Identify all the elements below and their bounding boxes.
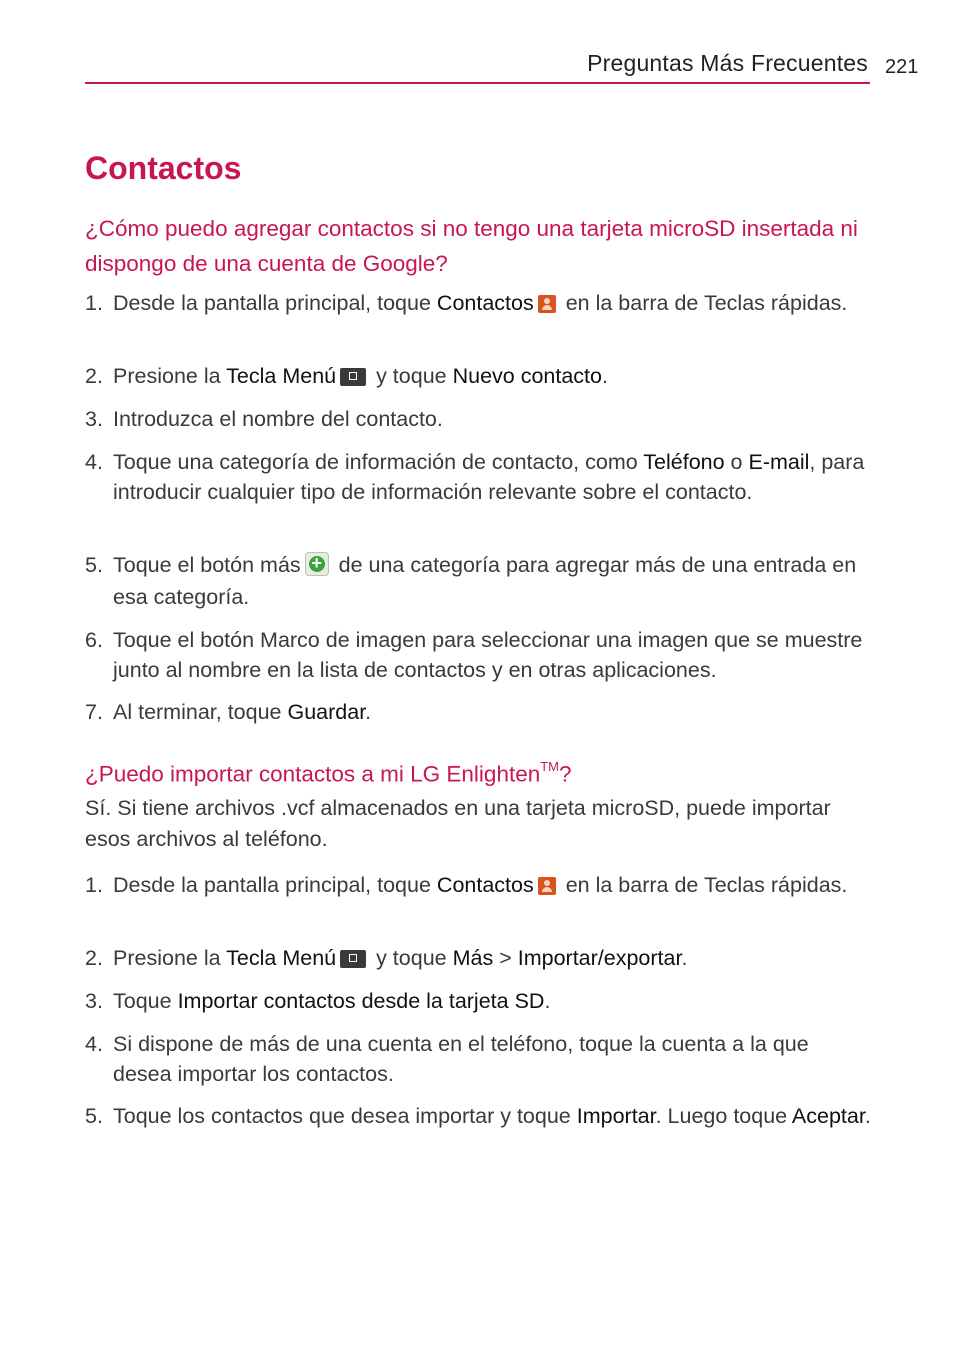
step-number: 6. — [85, 628, 103, 652]
bold-term: Tecla Menú — [226, 364, 337, 388]
bold-term: Importar/exportar — [517, 946, 682, 970]
bold-term: Importar contactos desde la tarjeta SD — [177, 989, 545, 1013]
bold-term: Contactos — [436, 873, 534, 897]
bold-term: E-mail — [748, 450, 810, 474]
question-import-contacts: ¿Puedo importar contactos a mi LG Enlighten™? — [85, 759, 572, 787]
step-number: 2. — [85, 946, 103, 970]
contacts-icon — [538, 877, 556, 895]
bold-term: Contactos — [436, 291, 534, 315]
question-add-contacts: ¿Cómo puedo agregar contactos si no tengo una tarjeta microSD insertada ni dispongo de una cuenta de Google? — [85, 216, 858, 276]
page-header — [85, 50, 870, 84]
step-number: 4. — [85, 1032, 103, 1056]
step-number: 4. — [85, 450, 103, 474]
bold-term: Tecla Menú — [226, 946, 337, 970]
step-number: 3. — [85, 407, 103, 431]
step-number: 1. — [85, 291, 103, 315]
page-title: Contactos — [85, 150, 242, 186]
add-plus-icon — [305, 552, 329, 576]
step-number: 1. — [85, 873, 103, 897]
step-number: 2. — [85, 364, 103, 388]
contacts-icon — [538, 295, 556, 313]
bold-term: Guardar — [287, 700, 366, 724]
step-number: 5. — [85, 1104, 103, 1128]
page-number: 221 — [885, 56, 919, 78]
menu-key-icon — [340, 950, 366, 968]
bold-term: Nuevo contacto — [452, 364, 602, 388]
step-number: 7. — [85, 700, 103, 724]
bold-term: Más — [452, 946, 494, 970]
step-number: 3. — [85, 989, 103, 1013]
import-intro: Sí. Si tiene archivos .vcf almacenados en una tarjeta microSD, puede importar esos archivos al teléfono. — [85, 796, 831, 851]
bold-term: Importar — [576, 1104, 656, 1128]
menu-key-icon — [340, 368, 366, 386]
bold-term: Teléfono — [643, 450, 725, 474]
bold-term: Aceptar — [791, 1104, 865, 1128]
header-title: Preguntas Más Frecuentes — [587, 50, 868, 76]
trademark: TM — [540, 759, 560, 774]
step-number: 5. — [85, 553, 103, 577]
